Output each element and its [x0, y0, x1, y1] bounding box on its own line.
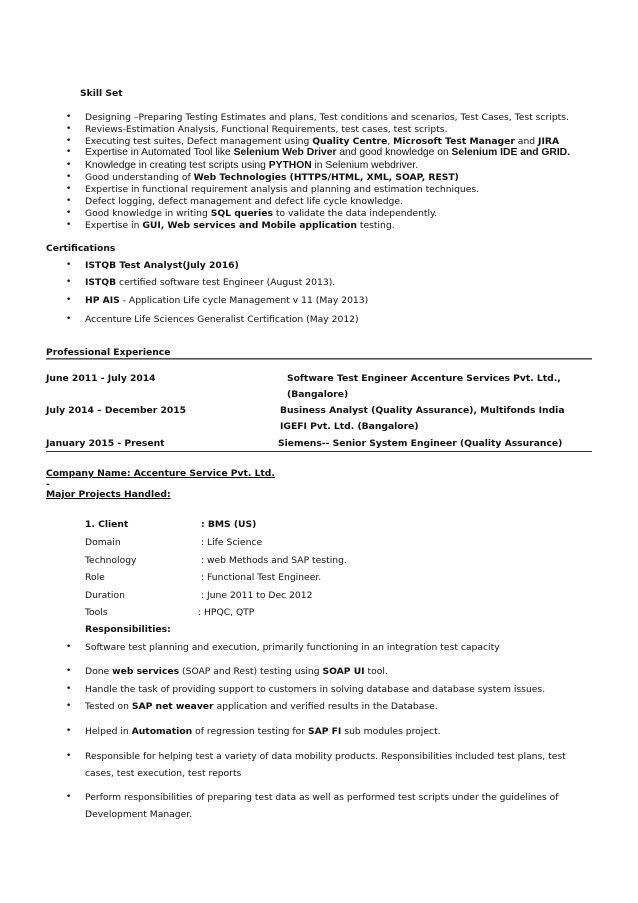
- project-field-value: : June 2011 to Dec 2012: [201, 590, 313, 601]
- project-field-value: : HPQC, QTP: [198, 607, 255, 618]
- bullet-icon: •: [66, 147, 72, 157]
- project-field-value: : Functional Test Engineer.: [201, 572, 322, 583]
- responsibility-continuation-1: cases, test execution, test reports: [85, 768, 242, 779]
- company-dash: -: [46, 479, 50, 490]
- bullet-icon: •: [66, 172, 72, 182]
- project-field-value: : web Methods and SAP testing.: [201, 555, 347, 566]
- bullet-icon: •: [66, 220, 72, 230]
- bullet-icon: •: [66, 124, 72, 134]
- certification-item-2: ISTQB certified software test Engineer (August 2013).: [85, 277, 336, 288]
- professional-experience-heading: Professional Experience: [46, 347, 171, 358]
- skill-item-3: Executing test suites, Defect management using Quality Centre, Microsoft Test Manager and JIRA: [85, 136, 560, 147]
- experience-bottom-rule: [46, 451, 592, 452]
- bullet-icon: •: [66, 277, 72, 287]
- skill-item-6: Good understanding of Web Technologies (HTTPS/HTML, XML, SOAP, REST): [85, 172, 459, 183]
- skill-item-4: Expertise in Automated Tool like Selenium Web Driver and good knowledge on Selenium IDE and GRID.: [85, 147, 570, 158]
- bullet-icon: •: [66, 751, 72, 761]
- bullet-icon: •: [66, 684, 72, 694]
- experience-dates-2: July 2014 – December 2015: [46, 405, 187, 416]
- bullet-icon: •: [66, 701, 72, 711]
- certification-item-4: Accenture Life Sciences Generalist Certification (May 2012): [85, 314, 359, 325]
- company-name: Company Name: Accenture Service Pvt. Ltd.: [46, 468, 275, 479]
- client-label: 1. Client: [85, 519, 129, 530]
- skill-item-1: Designing –Preparing Testing Estimates and plans, Test conditions and scenarios, Test Cases, Test scripts.: [85, 112, 569, 123]
- project-field-label: Role: [85, 572, 105, 583]
- bullet-icon: •: [66, 260, 72, 270]
- responsibility-item-5: Helped in Automation of regression testing for SAP FI sub modules project.: [85, 726, 441, 737]
- responsibilities-heading: Responsibilities:: [85, 624, 171, 635]
- experience-role-2: Business Analyst (Quality Assurance), Multifonds India: [280, 405, 565, 416]
- project-field-value: : Life Science: [201, 537, 263, 548]
- project-field-label: Duration: [85, 590, 125, 601]
- bullet-icon: •: [66, 208, 72, 218]
- bullet-icon: •: [66, 666, 72, 676]
- bullet-icon: •: [66, 314, 72, 324]
- experience-dates-1: June 2011 - July 2014: [46, 373, 156, 384]
- certification-item-1: ISTQB Test Analyst(July 2016): [85, 260, 239, 271]
- responsibility-item-7: Perform responsibilities of preparing test data as well as performed test scripts under the guidelines of: [85, 792, 559, 803]
- experience-role-2-location: IGEFI Pvt. Ltd. (Bangalore): [280, 421, 419, 432]
- experience-role-1-location: (Bangalore): [287, 389, 349, 400]
- responsibility-item-4: Tested on SAP net weaver application and verified results in the Database.: [85, 701, 438, 712]
- skill-item-2: Reviews-Estimation Analysis, Functional Requirements, test cases, test scripts.: [85, 124, 448, 135]
- skill-item-5: Knowledge in creating test scripts using PYTHON in Selenium webdriver.: [85, 160, 419, 171]
- responsibility-continuation-2: Development Manager.: [85, 809, 193, 820]
- skill-set-heading: Skill Set: [80, 88, 123, 99]
- project-field-label: Technology: [85, 555, 137, 566]
- certification-item-3: HP AIS - Application Life cycle Management v 11 (May 2013): [85, 295, 369, 306]
- skill-item-7: Expertise in functional requirement analysis and planning and estimation techniques.: [85, 184, 480, 195]
- bullet-icon: •: [66, 792, 72, 802]
- bullet-icon: •: [66, 196, 72, 206]
- client-value: : BMS (US): [201, 519, 257, 530]
- major-projects-heading: Major Projects Handled:: [46, 489, 171, 500]
- experience-dates-3: January 2015 - Present: [46, 438, 165, 449]
- bullet-icon: •: [66, 295, 72, 305]
- bullet-icon: •: [66, 160, 72, 170]
- experience-role-1: Software Test Engineer Accenture Services Pvt. Ltd.,: [287, 373, 561, 384]
- skill-item-10: Expertise in GUI, Web services and Mobile application testing.: [85, 220, 395, 231]
- bullet-icon: •: [66, 726, 72, 736]
- responsibility-item-1: Software test planning and execution, primarily functioning in an integration test capacity: [85, 642, 500, 653]
- bullet-icon: •: [66, 136, 72, 146]
- bullet-icon: •: [66, 112, 72, 122]
- skill-item-8: Defect logging, defect management and defect life cycle knowledge.: [85, 196, 403, 207]
- section-rule-shadow: [46, 359, 592, 360]
- experience-role-3: Siemens-- Senior System Engineer (Quality Assurance): [278, 438, 563, 449]
- responsibility-item-3: Handle the task of providing support to customers in solving database and database system issues.: [85, 684, 546, 695]
- bullet-icon: •: [66, 184, 72, 194]
- skill-item-9: Good knowledge in writing SQL queries to validate the data independently.: [85, 208, 438, 219]
- project-field-label: Tools: [85, 607, 108, 618]
- bullet-icon: •: [66, 642, 72, 652]
- responsibility-item-2: Done web services (SOAP and Rest) testing using SOAP UI tool.: [85, 666, 388, 677]
- certifications-heading: Certifications: [46, 243, 116, 254]
- responsibility-item-6: Responsible for helping test a variety of data mobility products. Responsibilities included test plans, test: [85, 751, 566, 762]
- project-field-label: Domain: [85, 537, 121, 548]
